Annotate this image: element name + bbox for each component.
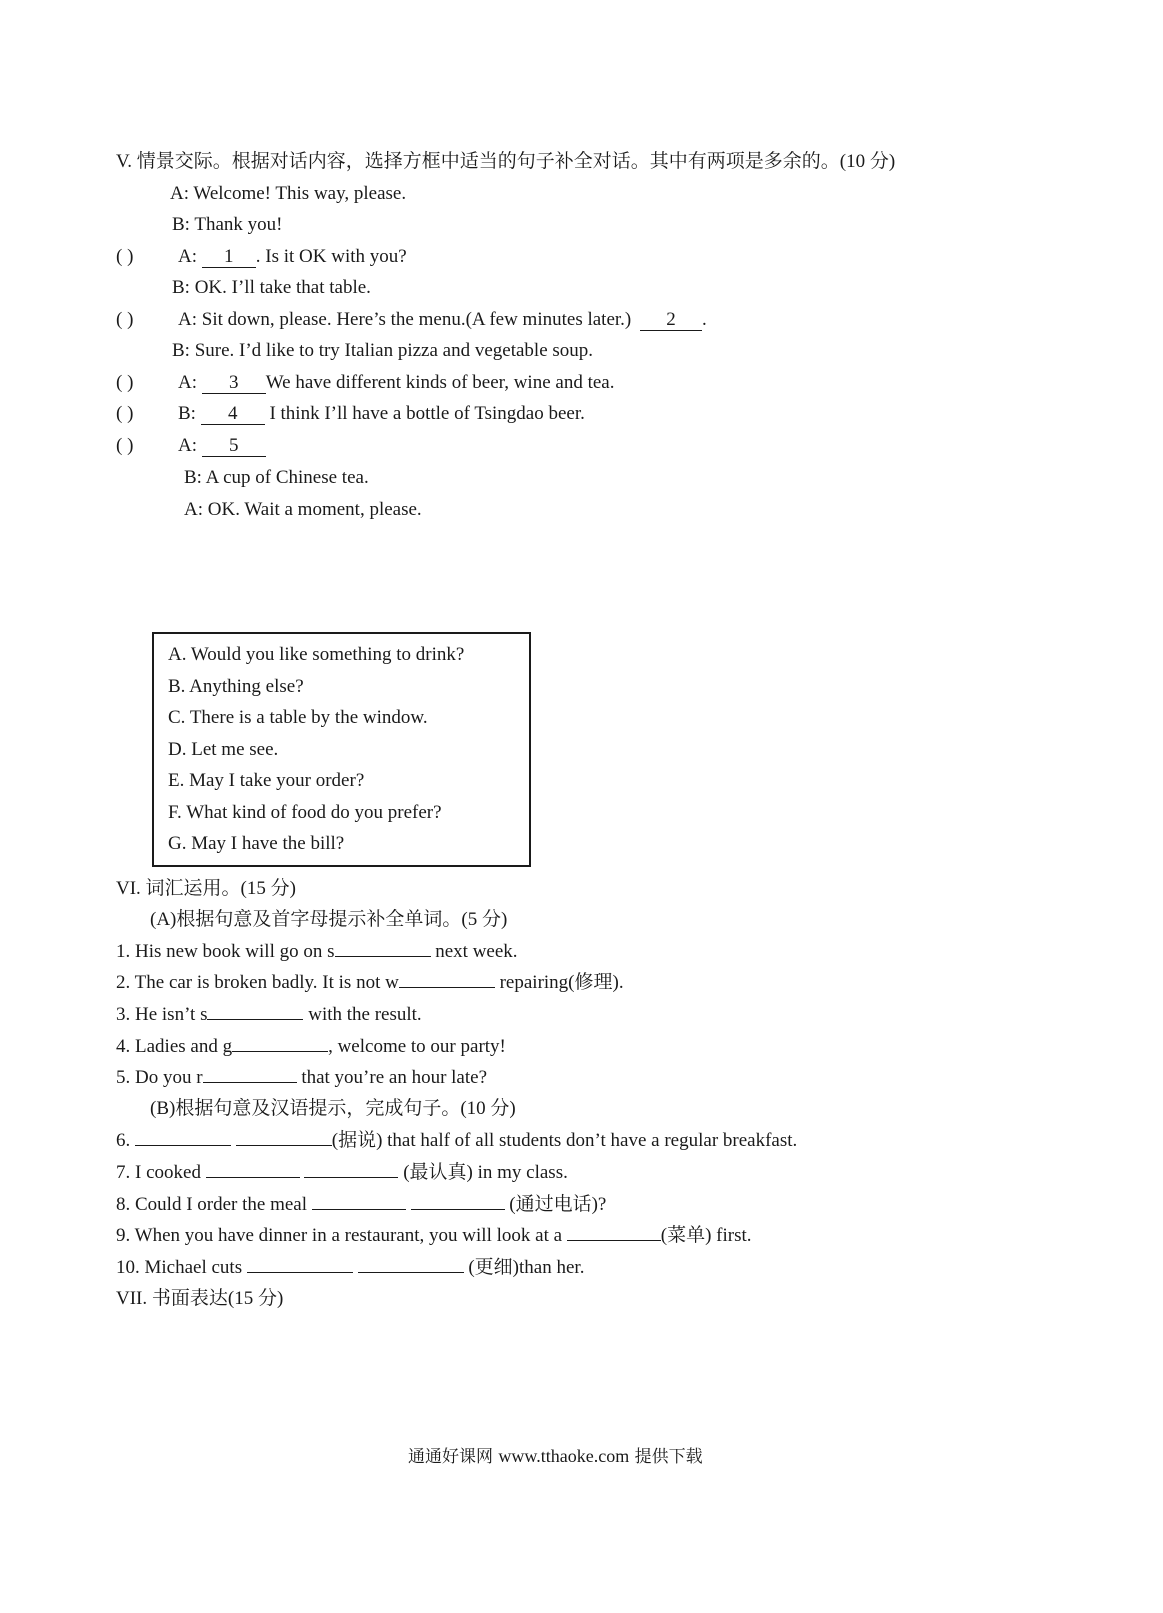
- page-footer: [408, 1444, 703, 1469]
- option-e: E. May I take your order?: [168, 770, 365, 791]
- option-c: C. There is a table by the window.: [168, 707, 428, 728]
- question-5: ( ) A: 5: [116, 434, 266, 458]
- dialog-reply-1: B: OK. I’ll take that table.: [172, 277, 371, 298]
- answer-paren[interactable]: ( ): [116, 435, 134, 456]
- part-b-heading: (B)根据句意及汉语提示，完成句子。(10 分): [150, 1098, 516, 1119]
- question-2: ( ) A: Sit down, please. Here’s the menu.(A few minutes later.) 2 .: [116, 309, 707, 330]
- answer-paren[interactable]: ( ): [116, 246, 134, 267]
- vocab-blank-2[interactable]: [399, 987, 495, 988]
- sentence-item-9: 9. When you have dinner in a restaurant, you will look at a (菜单) first.: [116, 1225, 752, 1246]
- section-7-heading: VII. 书面表达(15 分): [116, 1288, 284, 1309]
- options-box: [152, 632, 531, 867]
- sentence-blank-6a[interactable]: [135, 1145, 231, 1146]
- footer-url[interactable]: www.tthaoke.com: [498, 1446, 630, 1466]
- blank-5[interactable]: 5: [202, 436, 266, 457]
- dialog-reply-5a: A: OK. Wait a moment, please.: [184, 499, 422, 520]
- question-3: ( ) A: 3 We have different kinds of beer, wine and tea.: [116, 372, 615, 393]
- option-g: G. May I have the bill?: [168, 833, 345, 854]
- sentence-blank-8a[interactable]: [312, 1209, 406, 1210]
- vocab-item-2: 2. The car is broken badly. It is not w repairing(修理).: [116, 972, 624, 993]
- vocab-item-1: 1. His new book will go on s next week.: [116, 941, 518, 962]
- vocab-blank-1[interactable]: [335, 956, 431, 957]
- sentence-item-7: 7. I cooked (最认真) in my class.: [116, 1162, 568, 1183]
- sentence-blank-10b[interactable]: [358, 1272, 464, 1273]
- blank-3[interactable]: 3: [202, 373, 266, 394]
- sentence-item-10: 10. Michael cuts (更细)than her.: [116, 1257, 585, 1278]
- option-f: F. What kind of food do you prefer?: [168, 802, 442, 823]
- section-6-heading: VI. 词汇运用。(15 分): [116, 878, 296, 899]
- vocab-item-3: 3. He isn’t s with the result.: [116, 1004, 422, 1025]
- option-a: A. Would you like something to drink?: [168, 644, 465, 665]
- sentence-blank-7a[interactable]: [206, 1177, 300, 1178]
- footer-site-name: 通通好课网: [408, 1447, 493, 1467]
- dialog-intro-b: B: Thank you!: [172, 214, 283, 235]
- blank-4[interactable]: 4: [201, 404, 265, 425]
- sentence-item-6: 6. (据说) that half of all students don’t have a regular breakfast.: [116, 1130, 798, 1151]
- vocab-blank-5[interactable]: [203, 1082, 297, 1083]
- answer-paren[interactable]: ( ): [116, 309, 134, 330]
- dialog-reply-2: B: Sure. I’d like to try Italian pizza and vegetable soup.: [172, 340, 594, 361]
- vocab-item-5: 5. Do you r that you’re an hour late?: [116, 1067, 488, 1088]
- dialog-intro-a: A: Welcome! This way, please.: [170, 183, 407, 204]
- vocab-blank-4[interactable]: [232, 1051, 328, 1052]
- vocab-blank-3[interactable]: [207, 1019, 303, 1020]
- sentence-blank-10a[interactable]: [247, 1272, 353, 1273]
- vocab-item-4: 4. Ladies and g , welcome to our party!: [116, 1036, 506, 1057]
- question-1: ( ) A: 1 . Is it OK with you?: [116, 246, 407, 267]
- sentence-blank-9[interactable]: [567, 1240, 661, 1241]
- sentence-blank-7b[interactable]: [304, 1177, 398, 1178]
- footer-suffix: 提供下载: [634, 1447, 703, 1467]
- blank-2[interactable]: 2: [640, 310, 702, 331]
- question-4: ( ) B: 4 I think I’ll have a bottle of Tsingdao beer.: [116, 403, 585, 424]
- answer-paren[interactable]: ( ): [116, 372, 134, 393]
- sentence-blank-6b[interactable]: [236, 1145, 332, 1146]
- sentence-blank-8b[interactable]: [411, 1209, 505, 1210]
- option-b: B. Anything else?: [168, 676, 304, 697]
- section-5-heading: V. 情景交际。根据对话内容，选择方框中适当的句子补全对话。其中有两项是多余的。(10 分): [116, 151, 896, 172]
- option-d: D. Let me see.: [168, 739, 279, 760]
- blank-1[interactable]: 1: [202, 247, 256, 268]
- dialog-reply-5b: B: A cup of Chinese tea.: [184, 467, 369, 488]
- part-a-heading: (A)根据句意及首字母提示补全单词。(5 分): [150, 909, 508, 930]
- answer-paren[interactable]: ( ): [116, 403, 134, 424]
- sentence-item-8: 8. Could I order the meal (通过电话)?: [116, 1194, 607, 1215]
